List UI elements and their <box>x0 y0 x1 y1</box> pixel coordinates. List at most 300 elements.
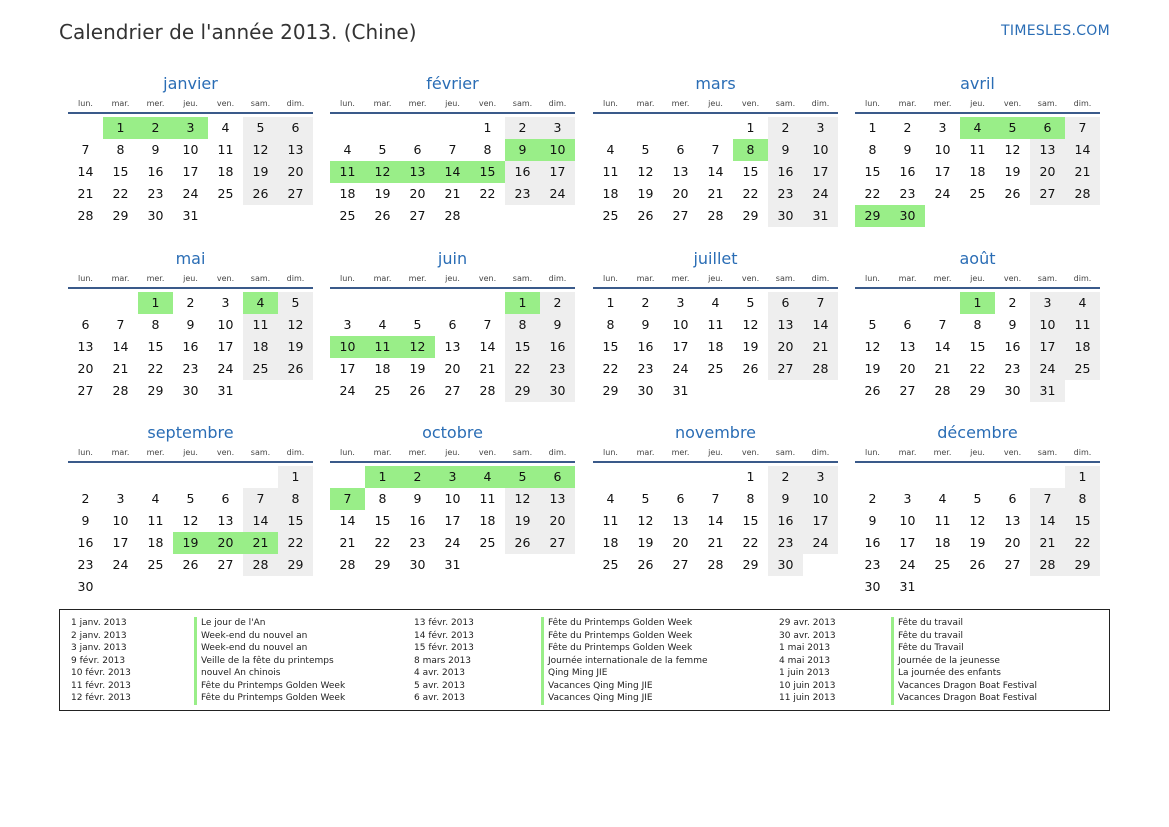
day-cell: 29 <box>855 205 890 227</box>
day-cell: 12 <box>400 336 435 358</box>
weekday-label: mar. <box>111 274 130 283</box>
day-cell: 6 <box>221 491 230 506</box>
holiday-dates-column <box>779 617 836 705</box>
empty-cell <box>138 466 173 488</box>
weekday-label: mer. <box>408 274 427 283</box>
weekday-label: sam. <box>1037 448 1058 457</box>
weekday-label: lun. <box>340 448 355 457</box>
day-cell: 17 <box>899 535 916 550</box>
day-cell: 14 <box>1030 510 1065 532</box>
day-cell: 18 <box>602 535 619 550</box>
day-cell: 11 <box>602 513 619 528</box>
day-cell: 4 <box>606 142 615 157</box>
holiday-name: Le jour de l'An <box>201 618 266 628</box>
empty-cell <box>400 292 435 314</box>
month-title: mai <box>175 249 206 268</box>
month-2 <box>593 70 838 227</box>
day-cell: 23 <box>768 532 803 554</box>
day-cell: 3 <box>173 117 208 139</box>
day-cell: 21 <box>112 361 129 376</box>
weekday-label: mer. <box>408 448 427 457</box>
day-cell: 15 <box>112 164 129 179</box>
day-cell: 2 <box>400 466 435 488</box>
holiday-date: 12 févr. 2013 <box>71 693 131 703</box>
weekday-label: jeu. <box>445 274 460 283</box>
weekday-label: jeu. <box>970 99 985 108</box>
weekday-label: lun. <box>78 99 93 108</box>
day-cell: 25 <box>969 186 986 201</box>
weekday-label: sam. <box>1037 99 1058 108</box>
day-cell: 9 <box>768 488 803 510</box>
weekday-label: ven. <box>1003 448 1022 457</box>
day-cell: 22 <box>742 535 759 550</box>
day-cell: 4 <box>378 317 387 332</box>
day-cell: 12 <box>637 513 654 528</box>
day-cell: 28 <box>479 383 496 398</box>
day-cell: 31 <box>672 383 689 398</box>
month-6 <box>593 245 838 402</box>
month-8 <box>68 419 313 598</box>
day-cell: 31 <box>182 208 199 223</box>
empty-cell <box>890 292 925 314</box>
day-cell: 2 <box>186 295 195 310</box>
day-cell: 29 <box>969 383 986 398</box>
day-cell: 4 <box>960 117 995 139</box>
day-cell: 23 <box>540 358 575 380</box>
day-cell: 21 <box>77 186 94 201</box>
day-cell: 13 <box>444 339 461 354</box>
day-cell: 27 <box>672 557 689 572</box>
empty-cell <box>925 466 960 488</box>
day-cell: 11 <box>147 513 164 528</box>
weekday-header <box>855 273 1100 289</box>
day-cell: 29 <box>505 380 540 402</box>
day-cell: 1 <box>1065 466 1100 488</box>
holiday-name: Fête du travail <box>898 618 964 628</box>
day-cell: 27 <box>217 557 234 572</box>
weekday-label: mer. <box>408 99 427 108</box>
day-cell: 17 <box>217 339 234 354</box>
day-cell: 10 <box>934 142 951 157</box>
weekday-label: jeu. <box>445 99 460 108</box>
holiday-name: Fête du Printemps Golden Week <box>548 630 693 641</box>
weekday-label: sam. <box>512 274 533 283</box>
day-cell: 24 <box>934 186 951 201</box>
weekday-label: dim. <box>811 448 830 457</box>
day-cell: 3 <box>938 120 947 135</box>
day-cell: 22 <box>602 361 619 376</box>
day-cell: 19 <box>864 361 881 376</box>
month-title: octobre <box>422 423 483 442</box>
day-cell: 18 <box>217 164 234 179</box>
day-cell: 24 <box>444 535 461 550</box>
day-cell: 9 <box>540 314 575 336</box>
weekday-label: jeu. <box>708 274 723 283</box>
holiday-name: Vacances Dragon Boat Festival <box>898 680 1037 691</box>
day-cell: 25 <box>934 557 951 572</box>
weekday-label: mar. <box>373 99 392 108</box>
month-title: janvier <box>163 74 218 93</box>
day-cell: 8 <box>733 139 768 161</box>
day-cell: 17 <box>934 164 951 179</box>
day-cell: 11 <box>602 164 619 179</box>
day-cell: 19 <box>742 339 759 354</box>
day-cell: 23 <box>1004 361 1021 376</box>
empty-cell <box>103 292 138 314</box>
day-cell: 2 <box>641 295 650 310</box>
weekday-header <box>593 273 838 289</box>
weekday-label: mer. <box>671 99 690 108</box>
day-cell: 26 <box>637 208 654 223</box>
day-cell: 28 <box>803 358 838 380</box>
weekday-label: sam. <box>775 274 796 283</box>
month-1 <box>330 70 575 227</box>
day-cell: 25 <box>479 535 496 550</box>
day-cell: 6 <box>1030 117 1065 139</box>
day-cell: 14 <box>435 161 470 183</box>
days-grid <box>330 466 575 576</box>
empty-cell <box>68 117 103 139</box>
weekday-label: mar. <box>898 99 917 108</box>
weekday-label: lun. <box>865 99 880 108</box>
holiday-name: Veille de la fête du printemps <box>201 655 334 666</box>
day-cell: 12 <box>1004 142 1021 157</box>
day-cell: 20 <box>444 361 461 376</box>
day-cell: 10 <box>217 317 234 332</box>
day-cell: 20 <box>208 532 243 554</box>
day-cell: 28 <box>934 383 951 398</box>
day-cell: 10 <box>899 513 916 528</box>
day-cell: 12 <box>969 513 986 528</box>
day-cell: 28 <box>1030 554 1065 576</box>
weekday-label: lun. <box>865 448 880 457</box>
day-cell: 27 <box>899 383 916 398</box>
day-cell: 14 <box>934 339 951 354</box>
empty-cell <box>435 292 470 314</box>
day-cell: 29 <box>147 383 164 398</box>
day-cell: 8 <box>1065 488 1100 510</box>
weekday-label: sam. <box>250 274 271 283</box>
holiday-date: 1 mai 2013 <box>779 643 831 653</box>
day-cell: 27 <box>1030 183 1065 205</box>
day-cell: 28 <box>112 383 129 398</box>
day-cell: 27 <box>672 208 689 223</box>
day-cell: 20 <box>77 361 94 376</box>
day-cell: 21 <box>707 535 724 550</box>
day-cell: 18 <box>707 339 724 354</box>
weekday-label: lun. <box>603 274 618 283</box>
day-cell: 10 <box>444 491 461 506</box>
day-cell: 20 <box>672 186 689 201</box>
weekday-header <box>593 447 838 463</box>
empty-cell <box>173 466 208 488</box>
day-cell: 20 <box>899 361 916 376</box>
day-cell: 2 <box>81 491 90 506</box>
month-11 <box>855 419 1100 598</box>
day-cell: 7 <box>711 142 720 157</box>
weekday-label: sam. <box>1037 274 1058 283</box>
holiday-dates-column <box>414 617 474 705</box>
weekday-label: sam. <box>250 99 271 108</box>
day-cell: 29 <box>742 208 759 223</box>
holiday-date: 13 févr. 2013 <box>414 618 474 628</box>
day-cell: 19 <box>969 535 986 550</box>
holiday-name: Vacances Qing Ming JIE <box>548 680 653 691</box>
weekday-label: sam. <box>250 448 271 457</box>
empty-cell <box>698 466 733 488</box>
day-cell: 6 <box>903 317 912 332</box>
day-cell: 25 <box>339 208 356 223</box>
day-cell: 8 <box>116 142 125 157</box>
month-title: février <box>426 74 479 93</box>
day-cell: 14 <box>1065 139 1100 161</box>
day-cell: 31 <box>217 383 234 398</box>
day-cell: 30 <box>637 383 654 398</box>
day-cell: 13 <box>217 513 234 528</box>
day-cell: 5 <box>868 317 877 332</box>
holiday-name: Vacances Dragon Boat Festival <box>898 693 1037 703</box>
day-cell: 21 <box>479 361 496 376</box>
weekday-label: ven. <box>478 99 497 108</box>
days-grid <box>855 117 1100 227</box>
holiday-name: Fête du Printemps Golden Week <box>201 680 346 691</box>
day-cell: 30 <box>890 205 925 227</box>
day-cell: 2 <box>868 491 877 506</box>
day-cell: 30 <box>540 380 575 402</box>
day-cell: 16 <box>899 164 916 179</box>
weekday-label: mer. <box>671 274 690 283</box>
day-cell: 26 <box>637 557 654 572</box>
day-cell: 23 <box>182 361 199 376</box>
day-cell: 10 <box>803 488 838 510</box>
day-cell: 18 <box>243 336 278 358</box>
holiday-date: 15 févr. 2013 <box>414 643 474 653</box>
day-cell: 29 <box>602 383 619 398</box>
holiday-date: 6 avr. 2013 <box>414 693 465 703</box>
day-cell: 1 <box>746 120 755 135</box>
day-cell: 27 <box>540 532 575 554</box>
day-cell: 25 <box>602 557 619 572</box>
weekday-label: jeu. <box>708 99 723 108</box>
day-cell: 14 <box>243 510 278 532</box>
day-cell: 10 <box>803 139 838 161</box>
days-grid <box>68 466 313 598</box>
day-cell: 30 <box>864 579 881 594</box>
weekday-header <box>330 273 575 289</box>
day-cell: 8 <box>378 491 387 506</box>
day-cell: 1 <box>606 295 615 310</box>
day-cell: 19 <box>1004 164 1021 179</box>
days-grid <box>330 117 575 227</box>
day-cell: 2 <box>505 117 540 139</box>
day-cell: 25 <box>243 358 278 380</box>
day-cell: 24 <box>803 532 838 554</box>
empty-cell <box>208 466 243 488</box>
day-cell: 24 <box>112 557 129 572</box>
holiday-date: 11 févr. 2013 <box>71 680 131 691</box>
month-5 <box>330 245 575 402</box>
day-cell: 28 <box>707 208 724 223</box>
holiday-name: Week-end du nouvel an <box>201 630 308 641</box>
day-cell: 7 <box>330 488 365 510</box>
holiday-names-column <box>194 617 345 705</box>
day-cell: 13 <box>1030 139 1065 161</box>
day-cell: 24 <box>182 186 199 201</box>
day-cell: 9 <box>505 139 540 161</box>
weekday-header <box>855 98 1100 114</box>
day-cell: 18 <box>374 361 391 376</box>
month-title: avril <box>960 74 995 93</box>
weekday-label: lun. <box>78 448 93 457</box>
day-cell: 10 <box>182 142 199 157</box>
day-cell: 5 <box>641 142 650 157</box>
days-grid <box>593 466 838 576</box>
day-cell: 22 <box>1065 532 1100 554</box>
day-cell: 8 <box>746 491 755 506</box>
day-cell: 26 <box>409 383 426 398</box>
day-cell: 13 <box>672 513 689 528</box>
empty-cell <box>330 466 365 488</box>
day-cell: 18 <box>969 164 986 179</box>
day-cell: 2 <box>1008 295 1017 310</box>
day-cell: 15 <box>602 339 619 354</box>
empty-cell <box>470 292 505 314</box>
empty-cell <box>365 117 400 139</box>
weekday-label: mer. <box>146 99 165 108</box>
day-cell: 16 <box>1004 339 1021 354</box>
day-cell: 14 <box>339 513 356 528</box>
month-title: juillet <box>693 249 738 268</box>
day-cell: 23 <box>899 186 916 201</box>
site-link[interactable]: TIMESLES.COM <box>1001 23 1110 39</box>
weekday-label: dim. <box>548 274 567 283</box>
holiday-date: 29 avr. 2013 <box>779 618 836 628</box>
month-title: novembre <box>674 423 757 442</box>
day-cell: 23 <box>77 557 94 572</box>
day-cell: 19 <box>278 336 313 358</box>
empty-cell <box>593 466 628 488</box>
day-cell: 23 <box>505 183 540 205</box>
day-cell: 7 <box>116 317 125 332</box>
weekday-header <box>330 98 575 114</box>
day-cell: 22 <box>969 361 986 376</box>
weekday-label: mer. <box>933 274 952 283</box>
month-3 <box>855 70 1100 227</box>
day-cell: 22 <box>864 186 881 201</box>
day-cell: 12 <box>182 513 199 528</box>
holiday-name: nouvel An chinois <box>201 668 281 678</box>
day-cell: 15 <box>742 164 759 179</box>
day-cell: 21 <box>1030 532 1065 554</box>
day-cell: 18 <box>339 186 356 201</box>
day-cell: 8 <box>606 317 615 332</box>
weekday-header <box>68 273 313 289</box>
day-cell: 20 <box>409 186 426 201</box>
weekday-label: ven. <box>741 448 760 457</box>
day-cell: 13 <box>1004 513 1021 528</box>
day-cell: 4 <box>938 491 947 506</box>
day-cell: 3 <box>435 466 470 488</box>
day-cell: 24 <box>217 361 234 376</box>
day-cell: 9 <box>81 513 90 528</box>
weekday-label: ven. <box>1003 274 1022 283</box>
empty-cell <box>698 117 733 139</box>
holiday-date: 9 févr. 2013 <box>71 655 126 666</box>
day-cell: 24 <box>672 361 689 376</box>
weekday-label: sam. <box>512 99 533 108</box>
day-cell: 28 <box>707 557 724 572</box>
day-cell: 5 <box>746 295 755 310</box>
day-cell: 15 <box>1065 510 1100 532</box>
day-cell: 24 <box>899 557 916 572</box>
weekday-label: jeu. <box>183 448 198 457</box>
day-cell: 4 <box>151 491 160 506</box>
day-cell: 15 <box>742 513 759 528</box>
empty-cell <box>68 466 103 488</box>
weekday-label: sam. <box>775 448 796 457</box>
day-cell: 26 <box>742 361 759 376</box>
day-cell: 20 <box>1004 535 1021 550</box>
day-cell: 29 <box>112 208 129 223</box>
day-cell: 23 <box>768 183 803 205</box>
weekday-label: dim. <box>1073 274 1092 283</box>
day-cell: 26 <box>182 557 199 572</box>
day-cell: 7 <box>711 491 720 506</box>
empty-cell <box>855 292 890 314</box>
holiday-date: 1 juin 2013 <box>779 668 830 678</box>
holiday-dates-column <box>71 617 131 705</box>
day-cell: 18 <box>147 535 164 550</box>
day-cell: 17 <box>672 339 689 354</box>
day-cell: 13 <box>899 339 916 354</box>
days-grid <box>68 117 313 227</box>
day-cell: 27 <box>278 183 313 205</box>
weekday-label: lun. <box>78 274 93 283</box>
day-cell: 6 <box>81 317 90 332</box>
day-cell: 17 <box>803 161 838 183</box>
month-title: mars <box>695 74 736 93</box>
day-cell: 22 <box>374 535 391 550</box>
day-cell: 12 <box>864 339 881 354</box>
weekday-label: ven. <box>741 99 760 108</box>
day-cell: 31 <box>803 205 838 227</box>
day-cell: 7 <box>448 142 457 157</box>
day-cell: 17 <box>339 361 356 376</box>
days-grid <box>593 117 838 227</box>
empty-cell <box>103 466 138 488</box>
day-cell: 27 <box>444 383 461 398</box>
weekday-label: lun. <box>603 99 618 108</box>
day-cell: 21 <box>803 336 838 358</box>
day-cell: 18 <box>602 186 619 201</box>
day-cell: 9 <box>768 139 803 161</box>
day-cell: 4 <box>711 295 720 310</box>
day-cell: 6 <box>676 142 685 157</box>
weekday-label: mar. <box>636 99 655 108</box>
empty-cell <box>628 117 663 139</box>
month-title: août <box>959 249 996 268</box>
day-cell: 11 <box>1065 314 1100 336</box>
day-cell: 7 <box>81 142 90 157</box>
holiday-name: Fête du Printemps Golden Week <box>201 693 346 703</box>
day-cell: 7 <box>483 317 492 332</box>
day-cell: 16 <box>147 164 164 179</box>
day-cell: 11 <box>934 513 951 528</box>
day-cell: 20 <box>540 510 575 532</box>
day-cell: 16 <box>409 513 426 528</box>
day-cell: 22 <box>278 532 313 554</box>
days-grid <box>855 466 1100 598</box>
